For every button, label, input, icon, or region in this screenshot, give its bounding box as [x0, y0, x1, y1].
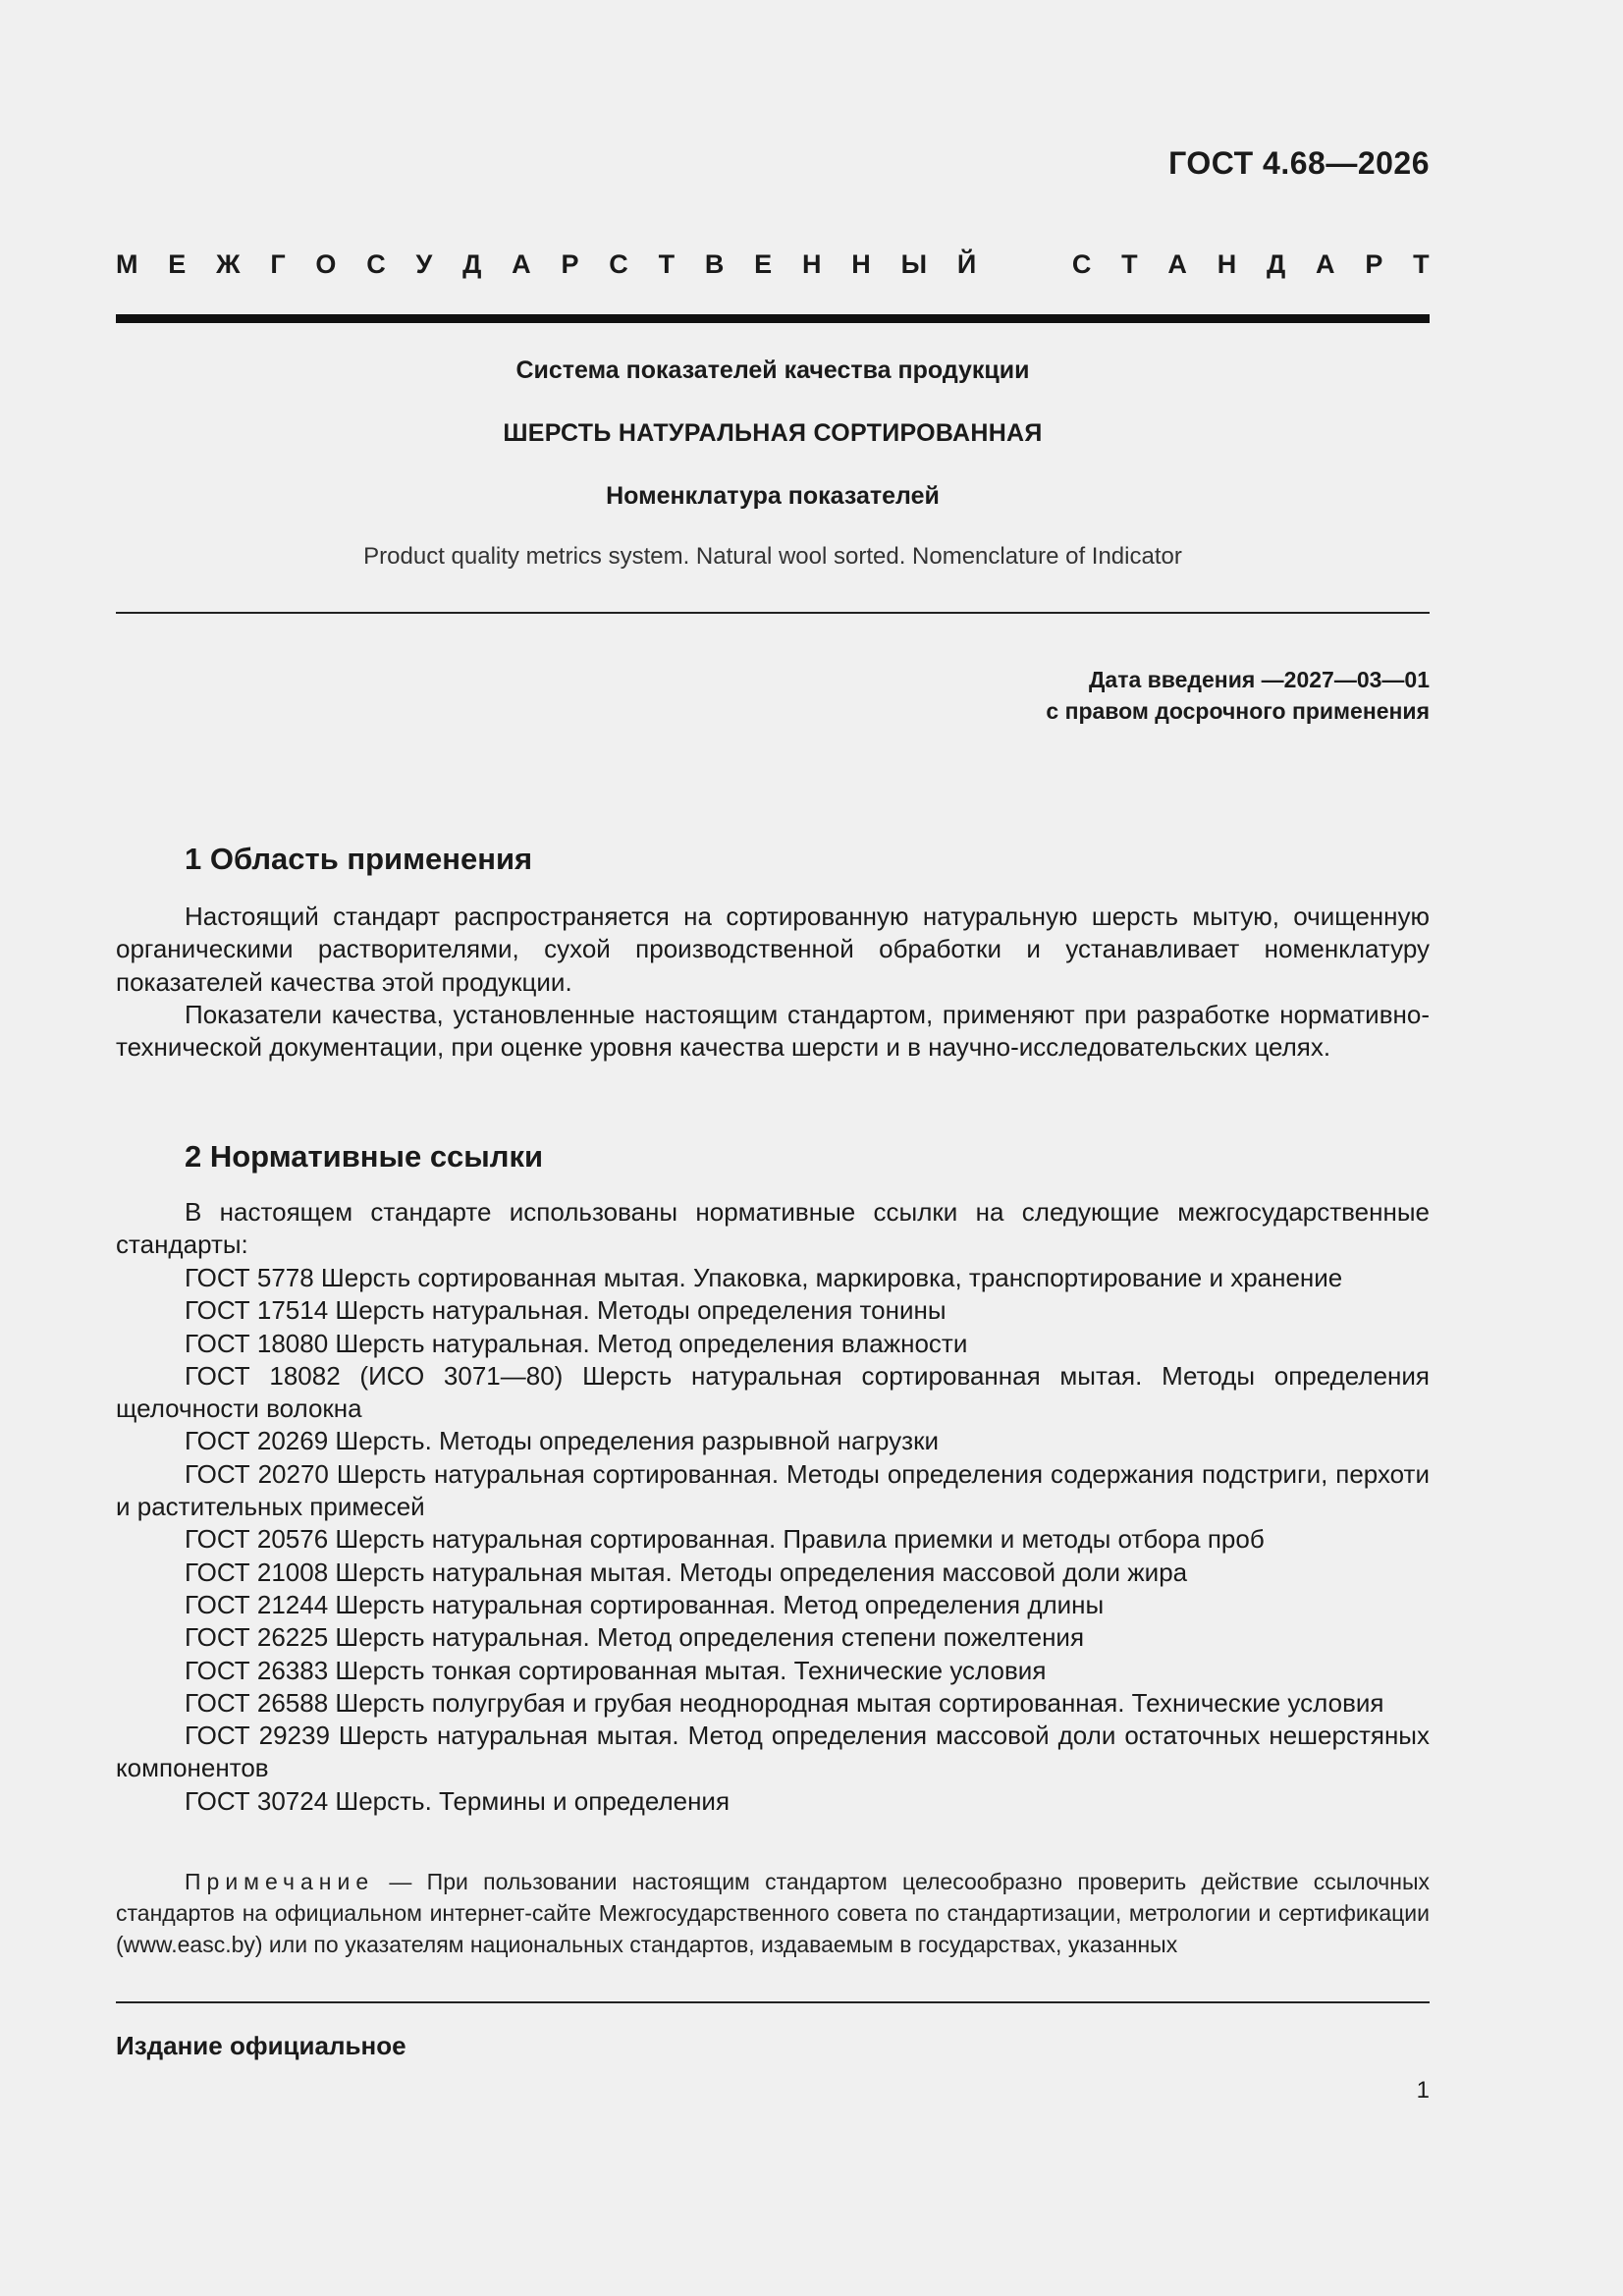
gost-number: ГОСТ 4.68—2026	[1168, 145, 1430, 181]
title-divider	[116, 612, 1430, 614]
early-use-note: с правом досрочного применения	[1046, 698, 1430, 724]
note-text: — При пользовании настоящим стандартом целесообразно проверить действие ссылочных стандартов на официальном интернет-сайте Межгосударственного совета по стандартизации, метрологии и сертификации (www.easc.by) или по указателям национальных стандартов, издаваемым в государствах, указанных	[116, 1869, 1430, 1957]
title-letter: Р	[561, 249, 579, 279]
title-letter: Р	[1365, 249, 1383, 279]
system-title: Система показателей качества продукции	[515, 356, 1030, 384]
title-letter: С	[366, 249, 386, 279]
title-letter: Д	[1267, 249, 1286, 279]
title-letter: О	[315, 249, 337, 279]
word-gap	[1006, 249, 1042, 280]
title-letter: А	[1167, 249, 1187, 279]
reference-item: ГОСТ 18082 (ИСО 3071—80) Шерсть натуральная сортированная мытая. Методы определения щелочности волокна	[116, 1360, 1430, 1424]
reference-item: ГОСТ 21244 Шерсть натуральная сортированная. Метод определения длины	[185, 1589, 1105, 1619]
title-letter: М	[116, 249, 138, 279]
title-letter: У	[415, 249, 433, 279]
reference-item: ГОСТ 26588 Шерсть полугрубая и грубая неоднородная мытая сортированная. Технические условия	[185, 1687, 1384, 1718]
introduction-date: Дата введения —2027—03—01	[1089, 667, 1430, 692]
product-title: ШЕРСТЬ НАТУРАЛЬНАЯ СОРТИРОВАННАЯ	[503, 419, 1043, 447]
header-divider	[116, 314, 1430, 323]
reference-item: ГОСТ 21008 Шерсть натуральная мытая. Методы определения массовой доли жира	[185, 1557, 1188, 1587]
reference-item: ГОСТ 20576 Шерсть натуральная сортированная. Правила приемки и методы отбора проб	[185, 1524, 1265, 1555]
title-letter: А	[1316, 249, 1335, 279]
official-edition-label: Издание официальное	[116, 2031, 406, 2060]
title-letter: Т	[1121, 249, 1138, 279]
section-1-heading: 1 Область применения	[185, 842, 533, 876]
reference-item: ГОСТ 20270 Шерсть натуральная сортированная. Методы определения содержания подстриги, перхоти и растительных примесей	[116, 1458, 1430, 1522]
title-letter: Ж	[216, 249, 241, 279]
footer-divider	[116, 2001, 1430, 2003]
reference-item: ГОСТ 5778 Шерсть сортированная мытая. Упаковка, маркировка, транспортирование и хранение	[185, 1263, 1343, 1292]
title-letter: Д	[462, 249, 482, 279]
title-letter: Н	[1217, 249, 1237, 279]
title-letter: Н	[801, 249, 822, 279]
section-2-heading: 2 Нормативные ссылки	[185, 1139, 544, 1174]
title-letter: Е	[168, 249, 187, 279]
note-label: Примечание	[185, 1869, 375, 1894]
reference-item: ГОСТ 30724 Шерсть. Термины и определения	[185, 1785, 730, 1816]
title-letter: Н	[851, 249, 871, 279]
date-block	[1046, 664, 1430, 727]
note-paragraph	[116, 1866, 1430, 1960]
section-2-intro: В настоящем стандарте использованы нормативные ссылки на следующие межгосударственные стандарты:	[116, 1197, 1430, 1260]
title-letter: А	[512, 249, 531, 279]
reference-item: ГОСТ 18080 Шерсть натуральная. Метод определения влажности	[185, 1328, 968, 1358]
title-letter: Ы	[900, 249, 928, 279]
section-1-paragraph: Настоящий стандарт распространяется на сортированную натуральную шерсть мытую, очищенную органическими растворителями, сухой производственной обработки и устанавливает номенклатуру показателей качества этой продукции.	[116, 902, 1430, 997]
nomenclature-title: Номенклатура показателей	[606, 482, 940, 510]
standard-type-title	[116, 249, 1430, 280]
section-1-paragraph: Показатели качества, установленные настоящим стандартом, применяют при разработке нормативно-технической документации, при оценке уровня качества шерсти и в научно-исследовательских целях.	[116, 1000, 1430, 1063]
reference-item: ГОСТ 20269 Шерсть. Методы определения разрывной нагрузки	[185, 1426, 940, 1456]
page-number: 1	[1416, 2077, 1430, 2104]
reference-item: ГОСТ 26225 Шерсть натуральная. Метод определения степени пожелтения	[185, 1622, 1085, 1653]
title-letter: Й	[956, 249, 977, 279]
title-letter: Г	[270, 249, 286, 279]
title-letter: Т	[1413, 249, 1430, 279]
reference-item: ГОСТ 29239 Шерсть натуральная мытая. Метод определения массовой доли остаточных нешерстяных компонентов	[116, 1721, 1430, 1783]
title-letter: Е	[754, 249, 773, 279]
reference-list	[116, 1262, 1430, 1818]
reference-item: ГОСТ 26383 Шерсть тонкая сортированная мытая. Технические условия	[185, 1655, 1047, 1685]
title-letter: Т	[658, 249, 676, 279]
title-letter: С	[609, 249, 628, 279]
title-letter: С	[1071, 249, 1092, 279]
reference-item: ГОСТ 17514 Шерсть натуральная. Методы определения тонины	[185, 1295, 947, 1326]
english-title: Product quality metrics system. Natural wool sorted. Nomenclature of Indicator	[363, 543, 1182, 570]
title-letter: В	[704, 249, 725, 279]
